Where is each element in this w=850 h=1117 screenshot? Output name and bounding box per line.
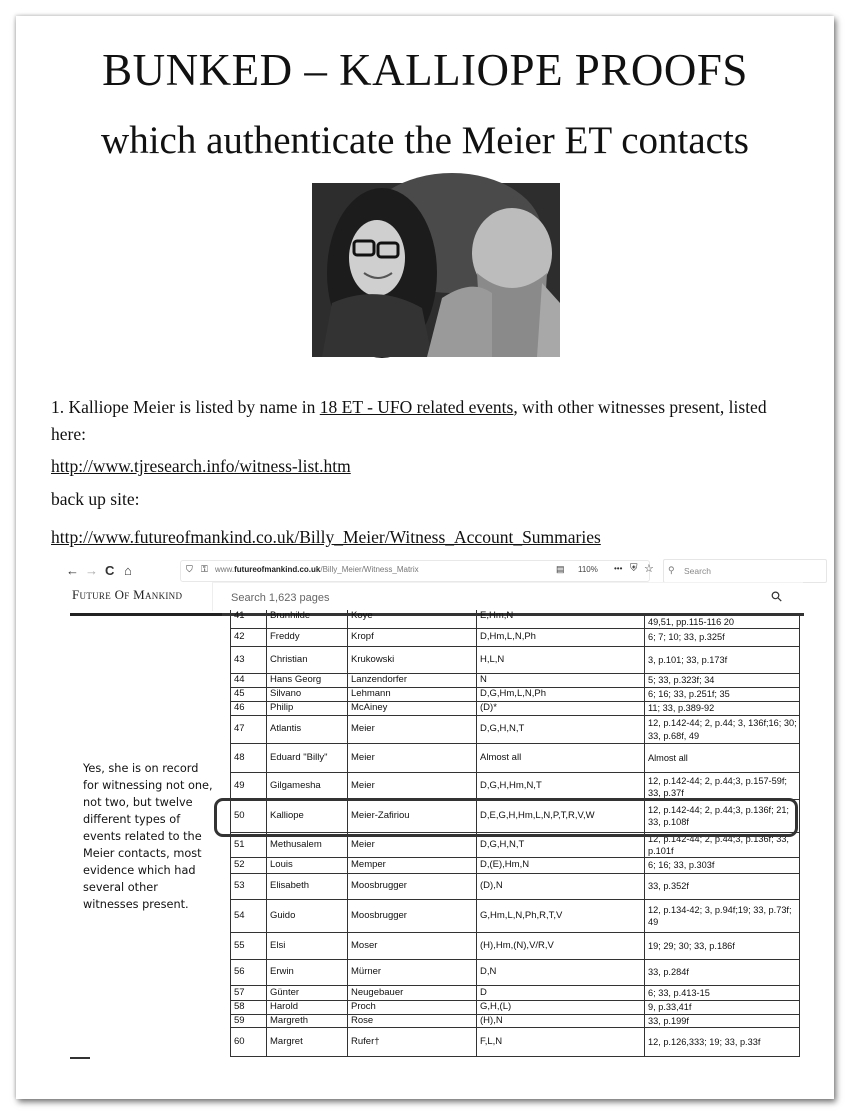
header-rule xyxy=(70,613,222,616)
intro-paragraph: 1. Kalliope Meier is listed by name in 18 ET - UFO related events, with other witnesses present, listed xyxy=(51,397,767,417)
table-row-highlighted: 50 Kalliope Meier-Zafiriou D,E,G,H,Hm,L,N,P,T,R,V,W 12, p.142-44; 2, p.44;3, p.136f; 21; 33, p.108f xyxy=(230,800,800,833)
table-row: 51 Methusalem Meier D,G,H,N,T 12, p.142-44; 2, p.44;3, p.136f; 33, p.101f xyxy=(230,833,800,858)
zoom-level[interactable]: 110% xyxy=(578,565,598,574)
page-actions-menu-icon[interactable]: ••• xyxy=(614,564,623,573)
pocket-icon[interactable]: ⛨ xyxy=(630,563,638,574)
browser-search-box[interactable]: ⚲ Search xyxy=(663,559,827,583)
reader-view-icon[interactable]: ▤ xyxy=(556,564,565,574)
table-row: 49 Gilgamesha Meier D,G,H,Hm,N,T 12, p.142-44; 2, p.44;3, p.157-59f; 33, p.37f xyxy=(230,773,800,800)
site-search-icon[interactable]: ⚲ xyxy=(767,587,787,607)
home-icon[interactable]: ⌂ xyxy=(124,563,132,578)
futureofmankind-link[interactable]: http://www.futureofmankind.co.uk/Billy_Meier/Witness_Account_Summaries xyxy=(51,527,601,547)
kalliope-billy-photo xyxy=(312,183,560,357)
page-title: BUNKED – KALLIOPE PROOFS xyxy=(102,45,748,95)
table-row: 55 Elsi Moser (H),Hm,(N),V/R,V 19; 29; 30; 33, p.186f xyxy=(230,933,800,960)
table-row: 47 Atlantis Meier D,G,H,N,T 12, p.142-44; 2, p.44; 3, 136f;16; 30; 33, p.68f, 49 xyxy=(230,716,800,744)
table-row: 52 Louis Memper D,(E),Hm,N 6; 16; 33, p.303f xyxy=(230,858,800,874)
table-row: 54 Guido Moosbrugger G,Hm,L,N,Ph,R,T,V 12, p.134-42; 3, p.94f;19; 33, p.73f; 49 xyxy=(230,900,800,933)
insecure-lock-icon: ⚿ xyxy=(201,564,208,574)
table-row: 44 Hans Georg Lanzendorfer N 5; 33, p.323f; 34 xyxy=(230,674,800,688)
table-row: 59 Margreth Rose (H),N 33, p.199f xyxy=(230,1015,800,1028)
reload-icon[interactable]: C xyxy=(105,563,115,578)
table-row: 60 Margret Rufer† F,L,N 12, p.126,333; 19; 33, p.33f xyxy=(230,1028,800,1057)
page-subtitle: which authenticate the Meier ET contacts xyxy=(101,119,749,162)
table-row: 57 Günter Neugebauer D 6; 33, p.413-15 xyxy=(230,986,800,1001)
shield-icon: ⛉ xyxy=(186,564,193,574)
table-row: 48 Eduard "Billy" Meier Almost all Almost all xyxy=(230,744,800,773)
tjresearch-link[interactable]: http://www.tjresearch.info/witness-list.htm xyxy=(51,456,351,476)
site-search-input[interactable]: Search 1,623 pages xyxy=(212,582,803,611)
table-row: 45 Silvano Lehmann D,G,Hm,L,N,Ph 6; 16; 33, p.251f; 35 xyxy=(230,688,800,702)
back-icon[interactable]: ← xyxy=(66,563,79,578)
forward-icon[interactable]: → xyxy=(85,563,98,578)
table-row: 42 Freddy Kropf D,Hm,L,N,Ph 6; 7; 10; 33, p.325f xyxy=(230,628,800,647)
kalliope-row-highlight-box xyxy=(214,798,798,837)
bookmark-star-icon[interactable]: ☆ xyxy=(644,563,654,575)
intro-paragraph-line2: here: xyxy=(51,424,86,444)
table-row: 58 Harold Proch G,H,(L) 9, p.33,41f xyxy=(230,1001,800,1015)
table-row: 43 Christian Krukowski H,L,N 3, p.101; 33, p.173f xyxy=(230,647,800,674)
backup-label: back up site: xyxy=(51,489,140,509)
url-text[interactable]: www.futureofmankind.co.uk/Billy_Meier/Witness_Matrix xyxy=(215,565,419,574)
site-logo[interactable]: Future Of Mankind xyxy=(72,587,183,602)
table-row: 41 Brunhilde Koye E,Hm,N 49,51, pp.115-116 20 xyxy=(230,616,800,629)
divider xyxy=(70,1057,90,1059)
table-row: 56 Erwin Mürner D,N 33, p.284f xyxy=(230,960,800,986)
table-row: 53 Elisabeth Moosbrugger (D),N 33, p.352f xyxy=(230,874,800,900)
search-icon: ⚲ xyxy=(668,565,675,575)
table-row: 46 Philip McAiney (D)* 11; 33, p.389-92 xyxy=(230,702,800,716)
annotation-text: Yes, she is on record for witnessing not one, not two, but twelve different types of events related to the Meier contacts, most evidence which had several other witnesses present. xyxy=(83,762,213,911)
events-link[interactable]: 18 ET - UFO related events xyxy=(319,397,514,417)
